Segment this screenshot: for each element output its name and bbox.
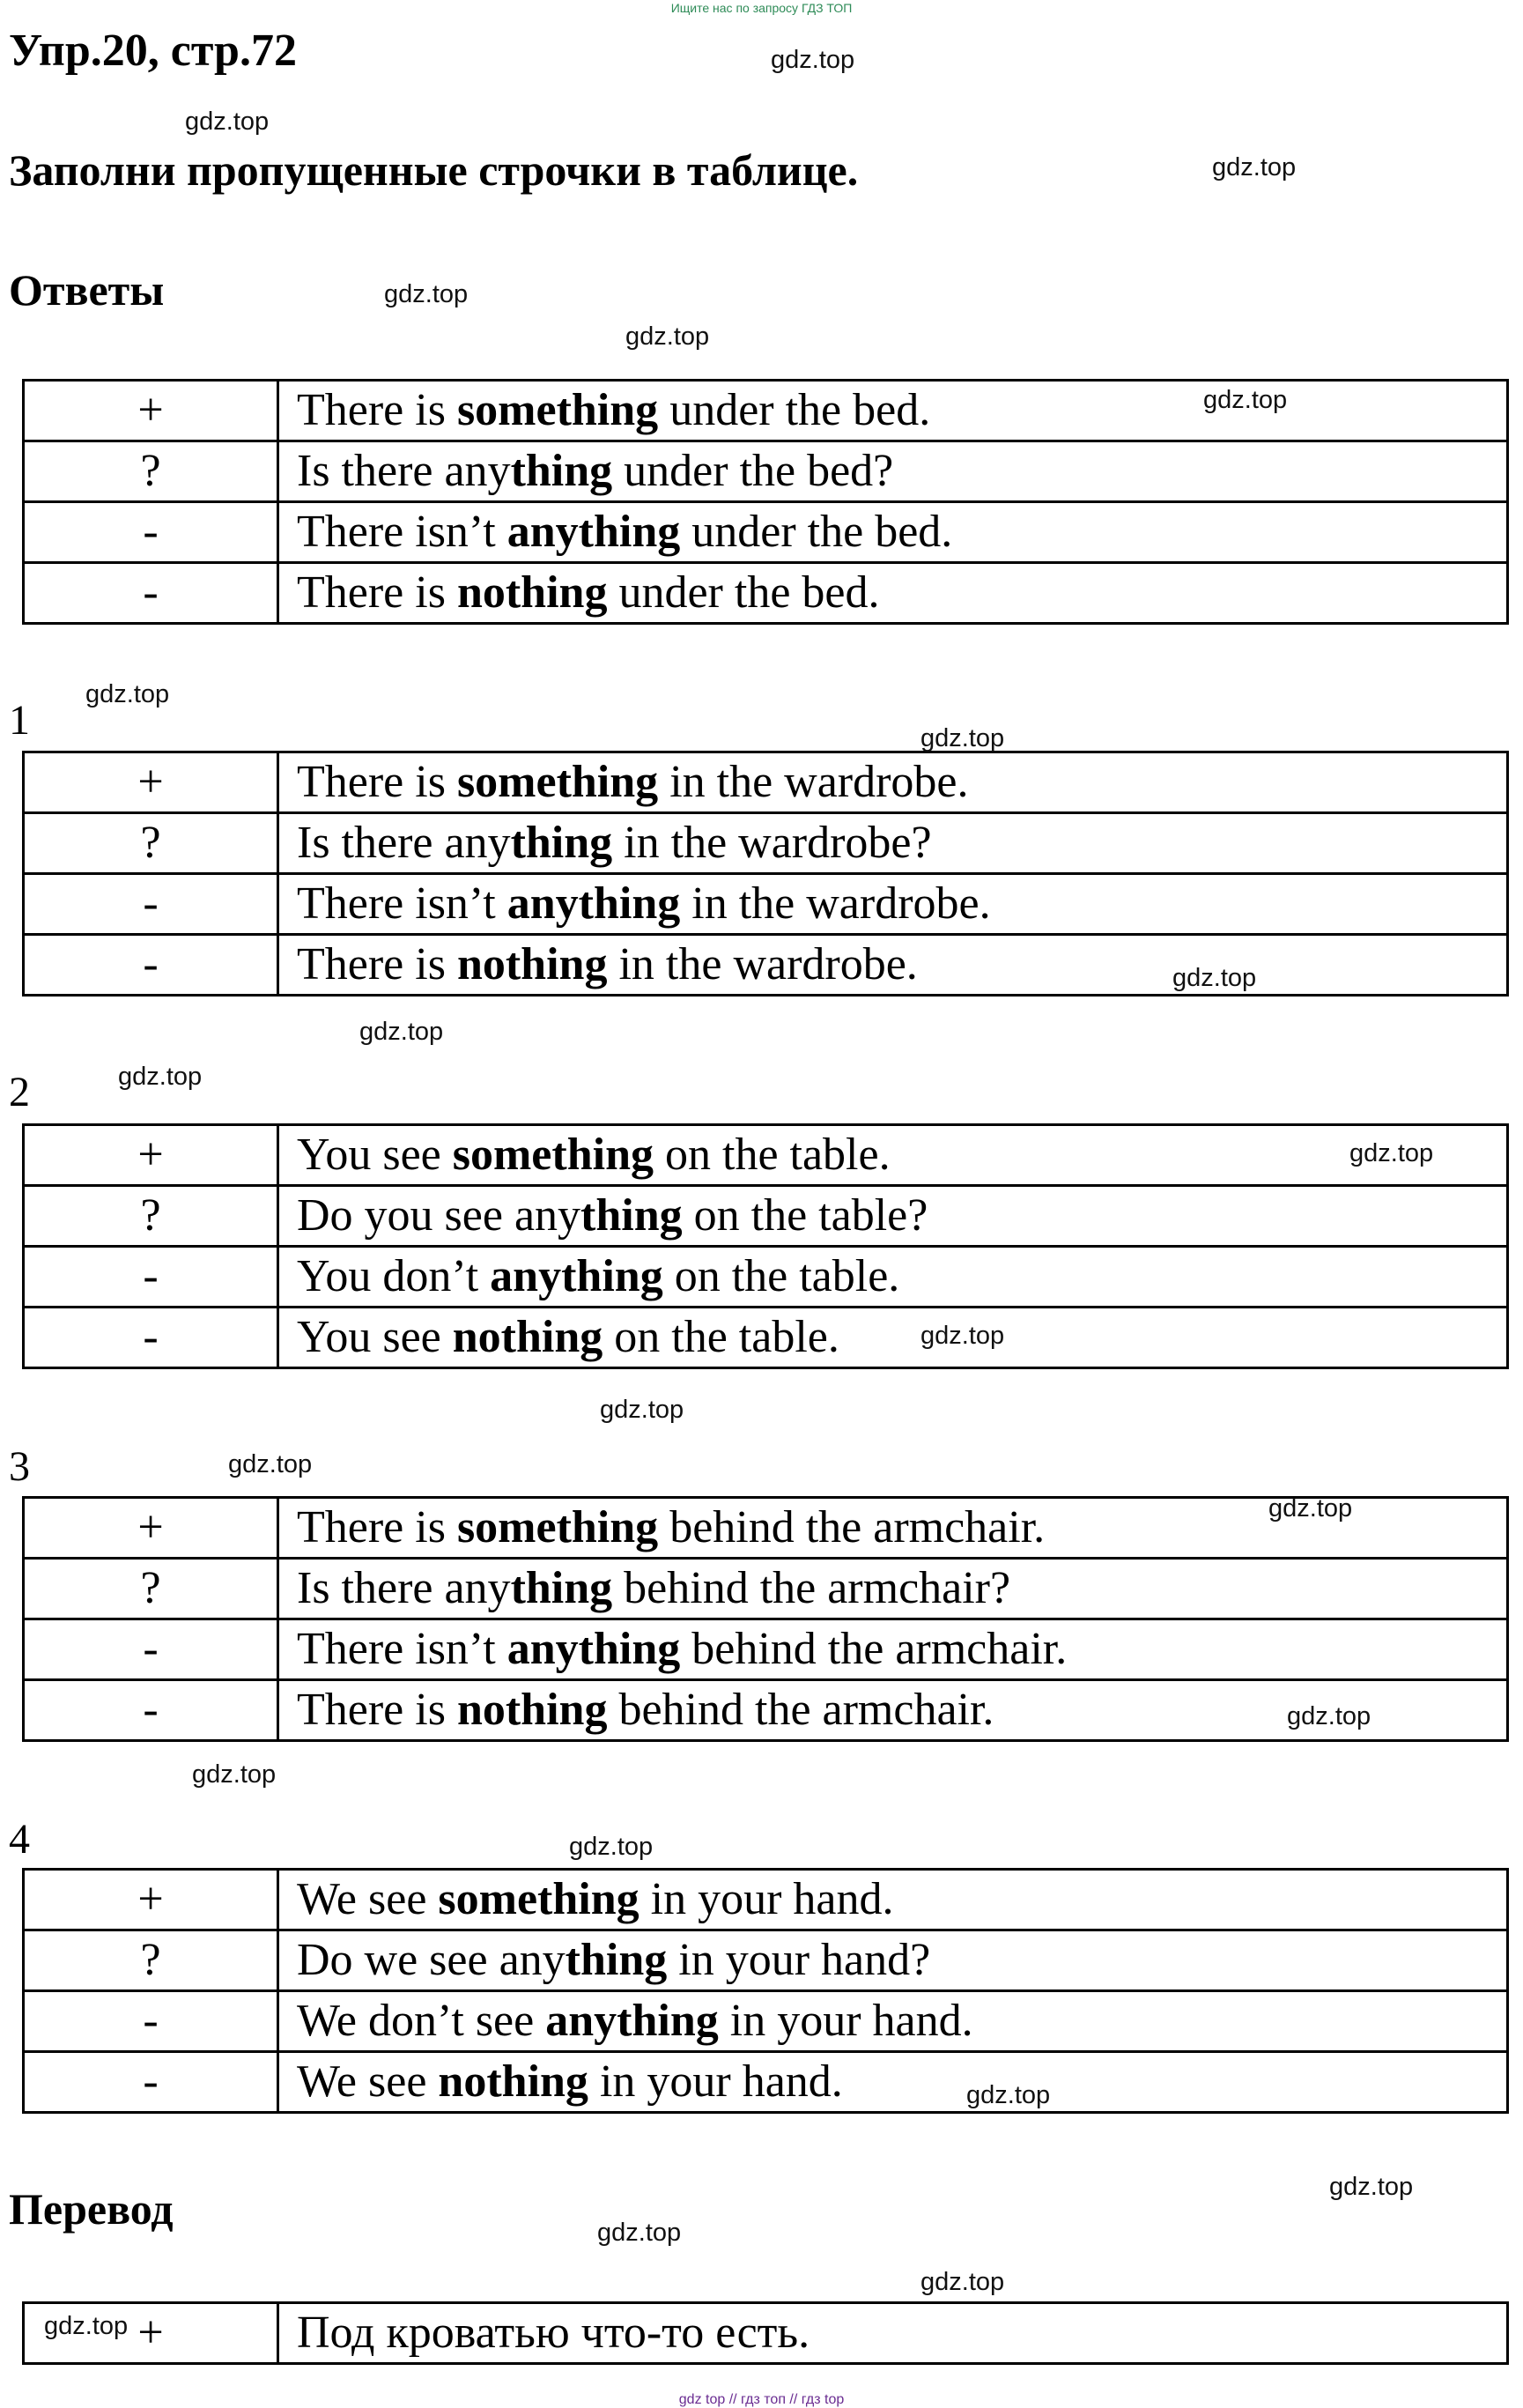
watermark: gdz.top (44, 2312, 129, 2340)
watermark: gdz.top (228, 1450, 313, 1478)
table-row (24, 752, 1508, 813)
watermark: gdz.top (1203, 386, 1288, 414)
translation-table (22, 2301, 1509, 2365)
table-row (24, 1619, 1508, 1680)
row-sign: ? (24, 813, 278, 874)
row-sentence: Is there anything behind the armchair? (278, 1559, 1508, 1619)
watermark: gdz.top (1287, 1702, 1371, 1730)
exercise-number: 3 (9, 1443, 30, 1490)
row-sign: + (24, 381, 278, 441)
table-row (24, 2052, 1508, 2113)
watermark: gdz.top (185, 107, 270, 136)
watermark: gdz.top (920, 2268, 1005, 2296)
row-sentence: Is there anything in the wardrobe? (278, 813, 1508, 874)
exercise-table (22, 1123, 1509, 1369)
watermark: gdz.top (920, 1322, 1005, 1350)
row-sentence: Под кроватью что-то есть. (278, 2303, 1508, 2364)
table-row (24, 2303, 1508, 2364)
row-sentence: Do we see anything in your hand? (278, 1930, 1508, 1991)
row-sentence: There is something in the wardrobe. (278, 752, 1508, 813)
row-sign: - (24, 502, 278, 563)
watermark: gdz.top (192, 1760, 277, 1789)
row-sign: - (24, 874, 278, 935)
row-sentence: We don’t see anything in your hand. (278, 1991, 1508, 2052)
row-sign: - (24, 1308, 278, 1368)
top-search-banner: Ищите нас по запросу ГДЗ ТОП (670, 1, 853, 15)
watermark: gdz.top (600, 1396, 684, 1424)
row-sentence: Is there anything under the bed? (278, 441, 1508, 502)
exercise-table (22, 1496, 1509, 1742)
watermark: gdz.top (569, 1833, 654, 1861)
table-row (24, 1930, 1508, 1991)
row-sign: ? (24, 1559, 278, 1619)
exercise-table (22, 751, 1509, 997)
watermark: gdz.top (966, 2081, 1051, 2109)
exercise-number: 4 (9, 1816, 30, 1863)
row-sign: - (24, 935, 278, 996)
row-sign: - (24, 1680, 278, 1741)
exercise-number: 1 (9, 697, 30, 744)
table-row (24, 1870, 1508, 1930)
row-sentence: There is nothing under the bed. (278, 563, 1508, 624)
row-sentence: There isn’t anything in the wardrobe. (278, 874, 1508, 935)
table-row (24, 441, 1508, 502)
example-table (22, 379, 1509, 625)
watermark: gdz.top (1172, 964, 1257, 992)
watermark: gdz.top (1329, 2173, 1414, 2201)
row-sentence: There isn’t anything behind the armchair. (278, 1619, 1508, 1680)
row-sentence: There is nothing in the wardrobe. (278, 935, 1508, 996)
row-sign: - (24, 1991, 278, 2052)
table-row (24, 874, 1508, 935)
row-sentence: Do you see anything on the table? (278, 1186, 1508, 1247)
row-sign: + (24, 1870, 278, 1930)
row-sign: + (24, 2303, 278, 2364)
row-sentence: There isn’t anything under the bed. (278, 502, 1508, 563)
table-row (24, 813, 1508, 874)
row-sentence: You see something on the table. (278, 1125, 1508, 1186)
watermark: gdz.top (920, 724, 1005, 752)
row-sign: + (24, 1125, 278, 1186)
table-row (24, 1247, 1508, 1308)
row-sentence: There is something under the bed. (278, 381, 1508, 441)
row-sentence: We see nothing in your hand. (278, 2052, 1508, 2113)
row-sign: ? (24, 1930, 278, 1991)
row-sentence: We see something in your hand. (278, 1870, 1508, 1930)
row-sign: - (24, 1619, 278, 1680)
table-row (24, 1186, 1508, 1247)
table-row (24, 1308, 1508, 1368)
watermark: gdz.top (771, 46, 855, 74)
table-row (24, 1125, 1508, 1186)
row-sign: + (24, 752, 278, 813)
watermark: gdz.top (625, 322, 710, 351)
bottom-banner: gdz top // гдз топ // гдз top (678, 2392, 845, 2407)
table-row (24, 1559, 1508, 1619)
exercise-number: 2 (9, 1069, 30, 1115)
row-sentence: You see nothing on the table. (278, 1308, 1508, 1368)
table-row (24, 1991, 1508, 2052)
table-row (24, 502, 1508, 563)
row-sign: - (24, 2052, 278, 2113)
watermark: gdz.top (1212, 153, 1297, 182)
row-sign: + (24, 1498, 278, 1559)
table-row (24, 1680, 1508, 1741)
row-sign: - (24, 1247, 278, 1308)
table-row (24, 935, 1508, 996)
task-instruction: Заполни пропущенные строчки в таблице. (9, 145, 859, 195)
row-sign: ? (24, 441, 278, 502)
page-title: Упр.20, стр.72 (9, 26, 297, 76)
row-sentence: There is something behind the armchair. (278, 1498, 1508, 1559)
watermark: gdz.top (118, 1063, 203, 1091)
watermark: gdz.top (597, 2219, 682, 2247)
row-sentence: There is nothing behind the armchair. (278, 1680, 1508, 1741)
row-sign: ? (24, 1186, 278, 1247)
watermark: gdz.top (384, 280, 469, 308)
translation-heading: Перевод (9, 2184, 174, 2234)
watermark: gdz.top (1349, 1139, 1434, 1167)
watermark: gdz.top (359, 1018, 444, 1046)
row-sentence: You don’t anything on the table. (278, 1247, 1508, 1308)
answers-heading: Ответы (9, 265, 165, 315)
watermark: gdz.top (1268, 1494, 1353, 1523)
watermark: gdz.top (85, 680, 170, 708)
row-sign: - (24, 563, 278, 624)
exercise-table (22, 1868, 1509, 2114)
table-row (24, 563, 1508, 624)
